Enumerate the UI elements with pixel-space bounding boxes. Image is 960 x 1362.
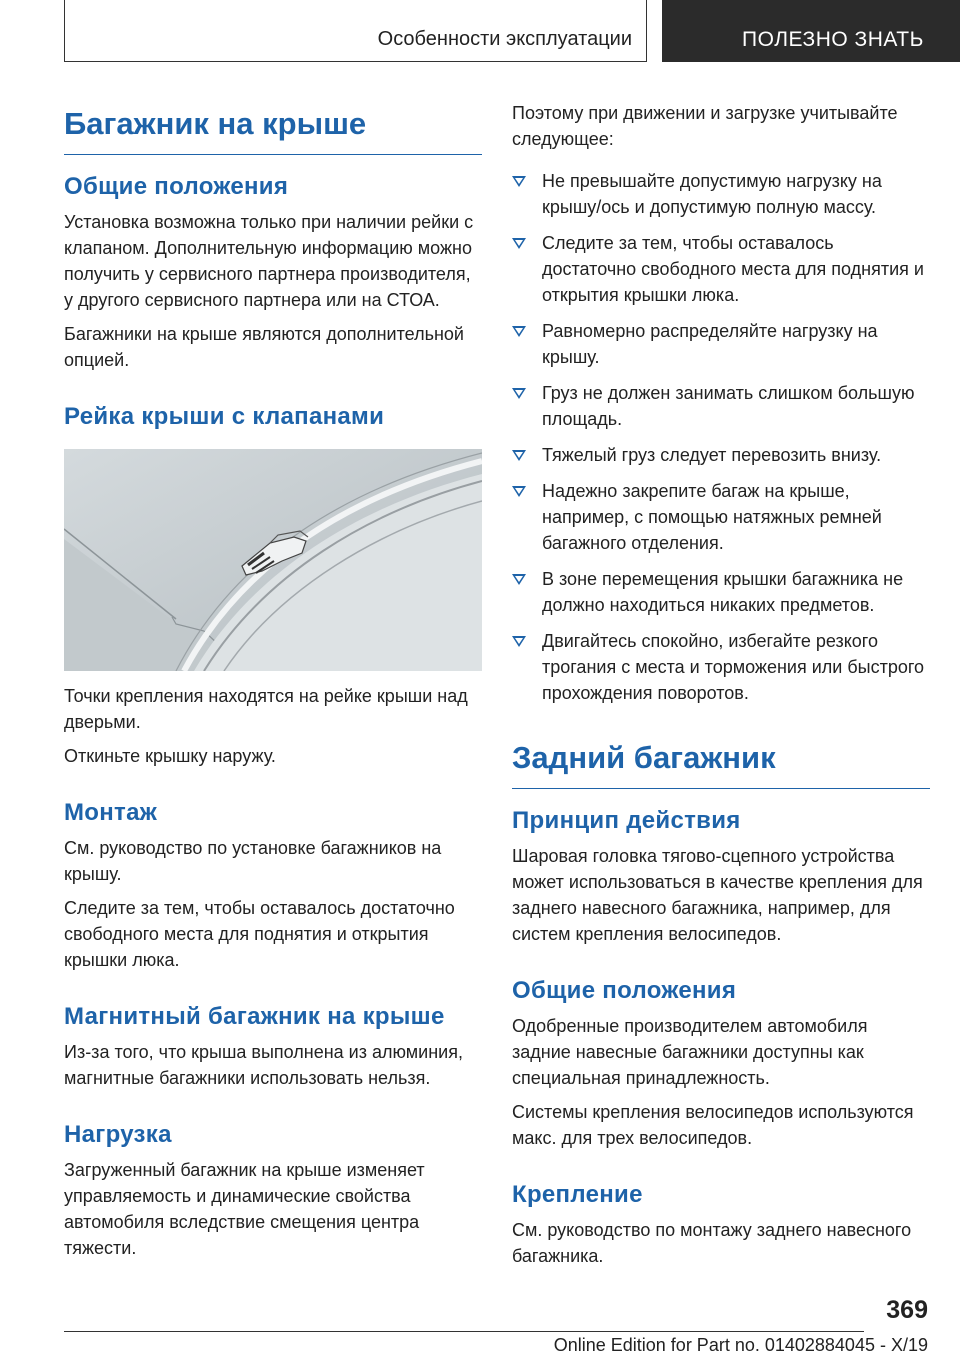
fixing-heading: Крепление [512, 1181, 643, 1208]
mount-paragraph-2: Следите за тем, чтобы оставалось достаточно свободного места для поднятия и открытия крышки люка. [64, 898, 455, 970]
magnet-heading: Магнитный багажник на крыше [64, 1003, 445, 1030]
bullet-arrow-icon [512, 574, 526, 585]
list-item: Надежно закрепите багаж на крыше, например, с помощью натяжных ремней багажного отделения. [512, 478, 930, 556]
left-column [64, 100, 482, 1269]
edition-footer: Online Edition for Part no. 01402884045 - X/19 [553, 1335, 928, 1355]
rail-paragraph-2: Откиньте крышку наружу. [64, 746, 276, 766]
list-item: Тяжелый груз следует перевозить внизу. [512, 442, 930, 468]
list-item: Следите за тем, чтобы оставалось достаточно свободного места для поднятия и открытия крышки люка. [512, 230, 930, 308]
bullet-arrow-icon [512, 176, 526, 187]
rail-paragraph-1: Точки крепления находятся на рейке крыши над дверьми. [64, 686, 468, 732]
bullet-arrow-icon [512, 636, 526, 647]
general-paragraph-2: Багажники на крыше являются дополнительной опцией. [64, 324, 464, 370]
bullet-arrow-icon [512, 486, 526, 497]
bullet-arrow-icon [512, 326, 526, 337]
roof-rail-flap-photo [64, 449, 482, 671]
active-tab-label: ПОЛЕЗНО ЗНАТЬ [742, 28, 924, 51]
principle-paragraph-1: Шаровая головка тягово-сцепного устройства может использоваться в качестве крепления для заднего навесного багажника, например, для систем крепления велосипедов. [512, 846, 923, 944]
rear-carrier-title: Задний багажник [512, 740, 776, 775]
list-item: Не превышайте допустимую нагрузку на крышу/ось и допустимую полную массу. [512, 168, 930, 220]
load-heading: Нагрузка [64, 1121, 172, 1148]
bullet-arrow-icon [512, 450, 526, 461]
bullet-arrow-icon [512, 238, 526, 249]
fixing-paragraph-1: См. руководство по монтажу заднего навесного багажника. [512, 1220, 912, 1266]
right-column [512, 100, 930, 1277]
rear-general-paragraph-2: Системы крепления велосипедов используются макс. для трех велосипедов. [512, 1102, 914, 1148]
section-tab-label: Особенности эксплуатации [377, 28, 632, 50]
list-item: Груз не должен занимать слишком большую площадь. [512, 380, 930, 432]
mount-heading: Монтаж [64, 799, 158, 826]
rear-title-divider [512, 788, 930, 789]
load-paragraph-1: Загруженный багажник на крыше изменяет управляемость и динамические свойства автомобиля вследствие смещения центра тяжести. [64, 1160, 425, 1258]
list-item: Двигайтесь спокойно, избегайте резкого трогания с места и торможения или быстрого прохождения поворотов. [512, 628, 930, 706]
load-tips-list [512, 168, 930, 706]
rear-general-heading: Общие положения [512, 977, 737, 1004]
principle-heading: Принцип действия [512, 807, 741, 834]
mount-paragraph-1: См. руководство по установке багажников на крышу. [64, 838, 442, 884]
list-item: Равномерно распределяйте нагрузку на крышу. [512, 318, 930, 370]
active-tab[interactable] [662, 0, 960, 62]
magnet-paragraph-1: Из-за того, что крыша выполнена из алюминия, магнитные багажники использовать нельзя. [64, 1042, 463, 1088]
rear-general-paragraph-1: Одобренные производителем автомобиля задние навесные багажники доступны как специальная принадлежность. [512, 1016, 868, 1088]
general-paragraph-1: Установка возможна только при наличии рейки с клапаном. Дополнительную информацию можно получить у сервисного партнера производителя, у другого сервисного партнера или на СТОА. [64, 212, 474, 310]
title-divider [64, 154, 482, 155]
page-title: Багажник на крыше [64, 106, 367, 141]
section-tab[interactable] [64, 0, 647, 62]
list-item: В зоне перемещения крышки багажника не должно находиться никаких предметов. [512, 566, 930, 618]
general-heading: Общие положения [64, 173, 289, 200]
page-number: 369 [886, 1296, 928, 1324]
footer-divider [64, 1331, 864, 1332]
bullet-arrow-icon [512, 388, 526, 399]
intro-paragraph: Поэтому при движении и загрузке учитывайте следующее: [512, 103, 898, 149]
rail-heading: Рейка крыши с клапанами [64, 403, 385, 430]
